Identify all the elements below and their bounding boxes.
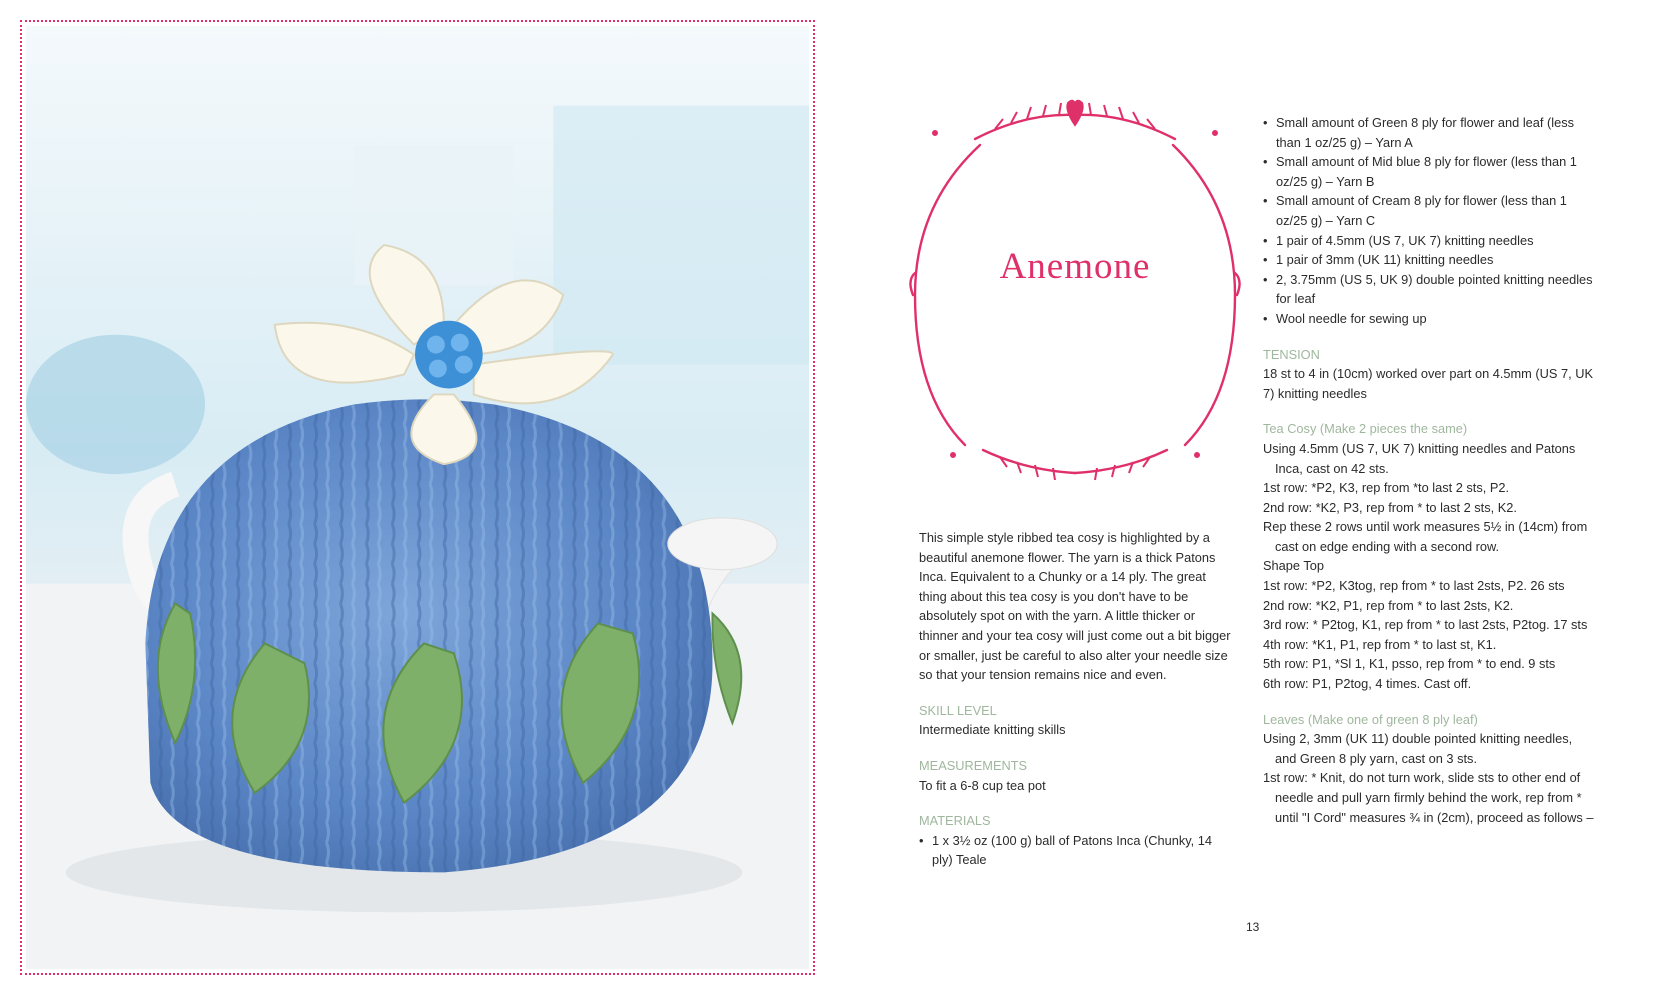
tea-cosy-instructions <box>1263 439 1596 694</box>
page-number: 13 <box>1246 920 1260 934</box>
instruction-line: 4th row: *K1, P1, rep from * to last st, K1. <box>1263 636 1497 652</box>
measurements-heading: MEASUREMENTS <box>919 757 1028 773</box>
tension-text: 18 st to 4 in (10cm) worked over part on 4.5mm (US 7, UK 7) knitting needles <box>1263 366 1594 401</box>
instruction-line: 2nd row: *K2, P3, rep from * to last 2 sts, K2. <box>1263 499 1517 515</box>
instruction-line: 5th row: P1, *Sl 1, K1, psso, rep from * to end. 9 sts <box>1263 656 1556 672</box>
skill-text: Intermediate knitting skills <box>919 722 1066 738</box>
materials-item: • 1 pair of 3mm (UK 11) knitting needles <box>1263 250 1596 270</box>
leaves-instructions <box>1263 729 1596 827</box>
instruction-line: 2nd row: *K2, P1, rep from * to last 2sts, K2. <box>1263 597 1514 613</box>
title-wreath <box>905 95 1245 490</box>
materials-list-part1 <box>919 831 1232 870</box>
tea-cosy-illustration <box>26 26 809 969</box>
leaves-heading: Leaves (Make one of green 8 ply leaf) <box>1263 711 1478 727</box>
intro-paragraph: This simple style ribbed tea cosy is highlighted by a beautiful anemone flower. The yarn is a thick Patons Inca. Equivalent to a Chunky or a 14 ply. The great thing about this tea cosy is you don't have to be absolutely spot on with the yarn. A little thicker or thinner and your tea cosy will just come out a bit bigger or smaller, just be careful to also alter your needle size so that your tension remains nice and even. <box>919 530 1231 683</box>
photo-frame <box>20 20 815 975</box>
column-left <box>919 528 1232 870</box>
pattern-title: Anemone <box>999 246 1151 287</box>
materials-item: • 1 pair of 4.5mm (US 7, UK 7) knitting needles <box>1263 231 1596 251</box>
instruction-line: 1st row: * Knit, do not turn work, slide sts to other end of needle and pull yarn firmly behind the work, rep from * until "I Cord" measures ¾ in (2cm), proceed as follows – <box>1263 770 1594 825</box>
instruction-line: Using 4.5mm (US 7, UK 7) knitting needles and Patons Inca, cast on 42 sts. <box>1263 440 1576 476</box>
tension-heading: TENSION <box>1263 346 1320 362</box>
materials-item: • Wool needle for sewing up <box>1263 309 1596 329</box>
measurements-text: To fit a 6-8 cup tea pot <box>919 777 1046 793</box>
wreath-ornament <box>905 95 1245 490</box>
skill-heading: SKILL LEVEL <box>919 702 997 718</box>
instruction-line: Shape Top <box>1263 558 1324 574</box>
column-right <box>1263 113 1596 827</box>
instruction-line: 1st row: *P2, K3, rep from *to last 2 sts, P2. <box>1263 480 1510 496</box>
tea-cosy-photo <box>26 26 809 969</box>
materials-item: • 1 x 3½ oz (100 g) ball of Patons Inca (Chunky, 14 ply) Teale <box>919 831 1232 870</box>
instruction-line: Using 2, 3mm (UK 11) double pointed knitting needles, and Green 8 ply yarn, cast on 3 sts. <box>1263 731 1573 766</box>
materials-list-part2 <box>1263 113 1596 329</box>
materials-item: • Small amount of Mid blue 8 ply for flower (less than 1 oz/25 g) – Yarn B <box>1263 152 1596 191</box>
materials-item: • 2, 3.75mm (US 5, UK 9) double pointed knitting needles for leaf <box>1263 270 1596 309</box>
tea-cosy-heading: Tea Cosy (Make 2 pieces the same) <box>1263 421 1468 437</box>
materials-item: • Small amount of Cream 8 ply for flower (less than 1 oz/25 g) – Yarn C <box>1263 191 1596 230</box>
instruction-line: 3rd row: * P2tog, K1, rep from * to last 2sts, P2tog. 17 sts <box>1263 617 1588 633</box>
instruction-line: Rep these 2 rows until work measures 5½ in (14cm) from cast on edge ending with a second row. <box>1263 519 1588 554</box>
materials-heading: MATERIALS <box>919 813 991 829</box>
materials-item: • Small amount of Green 8 ply for flower and leaf (less than 1 oz/25 g) – Yarn A <box>1263 113 1596 152</box>
instruction-line: 1st row: *P2, K3tog, rep from * to last 2sts, P2. 26 sts <box>1263 578 1565 594</box>
instruction-line: 6th row: P1, P2tog, 4 times. Cast off. <box>1263 676 1472 692</box>
